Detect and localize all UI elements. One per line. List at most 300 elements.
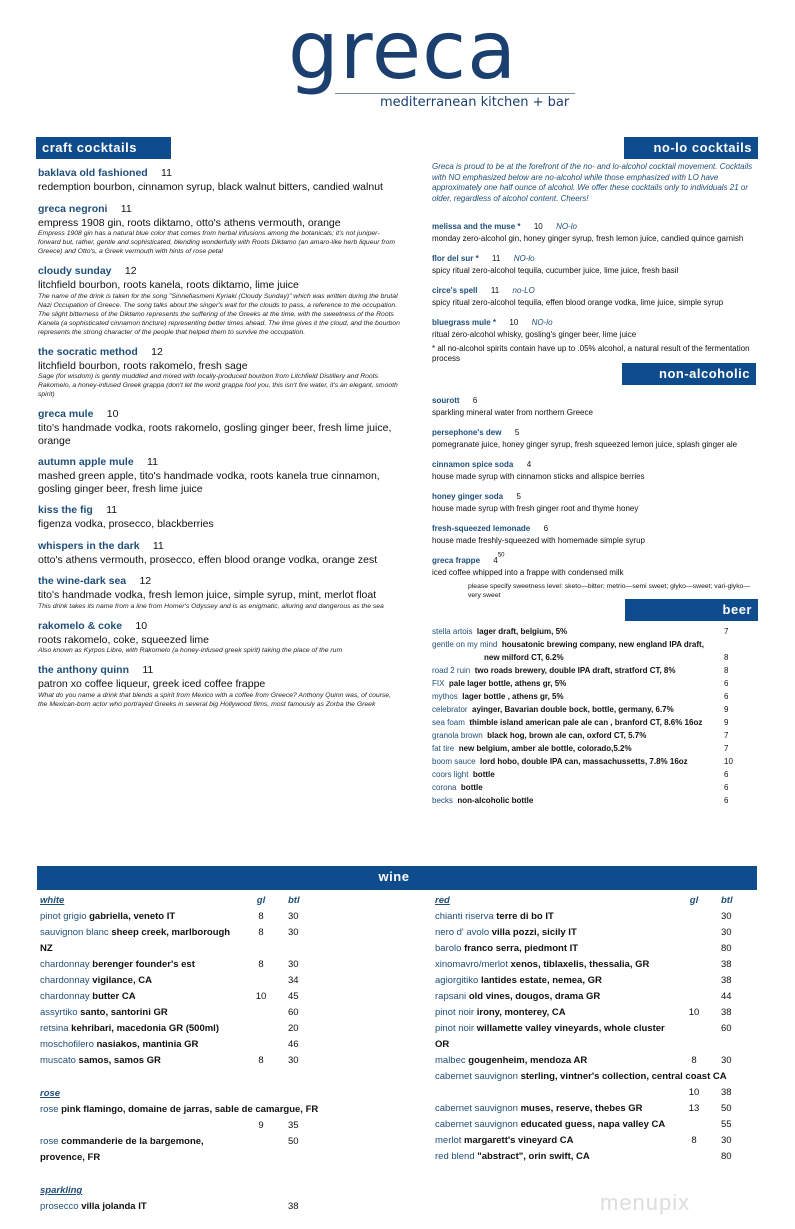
wine-glass-price: 10 bbox=[688, 1087, 700, 1098]
wine-bottle-price: 44 bbox=[721, 991, 732, 1002]
nolo-ingredients: monday zero-alcohol gin, honey ginger syrup, fresh lemon juice, candied quince garnish bbox=[432, 234, 744, 243]
wine-varietal: rapsani bbox=[435, 991, 467, 1002]
beer-row bbox=[432, 651, 762, 664]
wine-varietal: rose bbox=[40, 1136, 59, 1147]
wine-varietal: pinot noir bbox=[435, 1007, 475, 1018]
beer-text bbox=[432, 768, 718, 781]
wine-varietal: cabernet sauvignon bbox=[435, 1071, 518, 1082]
wine-row bbox=[435, 909, 765, 925]
beer-detail: new belgium, amber ale bottle, colorado,5.2% bbox=[458, 744, 632, 753]
cocktail-name: autumn apple mule bbox=[38, 456, 134, 468]
wine-bottle-price: 30 bbox=[288, 927, 299, 938]
cocktail-name: the wine-dark sea bbox=[38, 575, 127, 587]
wine-varietal: chardonnay bbox=[40, 991, 90, 1002]
cocktail-title bbox=[38, 261, 400, 279]
cocktail-price: 11 bbox=[161, 167, 172, 179]
nolo-section bbox=[432, 162, 762, 364]
wine-row bbox=[435, 1085, 765, 1101]
wine-glass-price bbox=[246, 1199, 276, 1215]
nolo-name: bluegrass mule * bbox=[432, 318, 497, 327]
beer-list bbox=[432, 625, 762, 807]
wine-bottle-price: 35 bbox=[288, 1120, 299, 1131]
wine-bottle-price: 30 bbox=[288, 1055, 299, 1066]
wine-glass-price bbox=[246, 973, 276, 989]
beer-row bbox=[432, 729, 762, 742]
cocktail-ingredients: mashed green apple, tito's handmade vodka, roots kanela true cinnamon, gosling ginger beer, fresh lime juice bbox=[38, 470, 380, 495]
nonalcoholic-item bbox=[432, 390, 762, 418]
wine-row bbox=[435, 1005, 765, 1021]
beer-price: 7 bbox=[724, 744, 729, 753]
beer-price: 9 bbox=[724, 718, 729, 727]
cocktail-price: 12 bbox=[139, 575, 152, 587]
drink-description: house made syrup with cinnamon sticks and allspice berries bbox=[432, 472, 645, 481]
beer-detail: pale lager bottle, athens gr, 5% bbox=[448, 679, 567, 688]
drink-price: 6 bbox=[472, 396, 478, 405]
wine-producer: xenos, tiblaxelis, thessalia, GR bbox=[510, 959, 650, 970]
wine-varietal: malbec bbox=[435, 1055, 466, 1066]
wine-text bbox=[40, 1021, 246, 1037]
beer-name: celebrator bbox=[432, 705, 468, 714]
wine-producer: margarett's vineyard CA bbox=[464, 1135, 574, 1146]
wine-producer: butter CA bbox=[92, 991, 136, 1002]
beer-row bbox=[432, 638, 762, 651]
wine-row bbox=[40, 1102, 380, 1118]
wine-text bbox=[435, 1085, 679, 1101]
wine-bottle-price: 38 bbox=[721, 1087, 732, 1098]
drink-price: 6 bbox=[543, 524, 549, 533]
cocktail-item bbox=[38, 261, 400, 337]
beer-row bbox=[432, 703, 762, 716]
wine-text bbox=[40, 1134, 246, 1166]
wine-varietal: merlot bbox=[435, 1135, 462, 1146]
cocktail-ingredients: tito's handmade vodka, fresh lemon juice, simple syrup, mint, merlot float bbox=[38, 589, 377, 601]
beer-detail: housatonic brewing company, new england IPA draft, bbox=[501, 640, 704, 649]
beer-name: corona bbox=[432, 783, 457, 792]
beer-price bbox=[718, 638, 748, 651]
wine-bottle-price: 30 bbox=[721, 1135, 732, 1146]
nolo-price: 11 bbox=[490, 286, 500, 295]
wine-group-title: white bbox=[40, 895, 65, 906]
beer-price: 7 bbox=[724, 731, 729, 740]
beer-detail: non-alcoholic bottle bbox=[457, 796, 534, 805]
wine-producer: villa jolanda IT bbox=[81, 1201, 147, 1212]
wine-bottle-price: 30 bbox=[288, 911, 299, 922]
nonalcoholic-item bbox=[432, 486, 762, 514]
wine-text bbox=[435, 909, 679, 925]
nolo-item bbox=[432, 312, 762, 340]
beer-text bbox=[432, 677, 718, 690]
cocktail-item bbox=[38, 199, 400, 257]
cocktail-title bbox=[38, 199, 400, 217]
beer-name: fat tire bbox=[432, 744, 455, 753]
wine-glass-price bbox=[246, 1134, 276, 1166]
wine-producer: nasiakos, mantinia GR bbox=[96, 1039, 199, 1050]
wine-row bbox=[40, 1037, 380, 1053]
cocktail-item bbox=[38, 660, 400, 709]
wine-text bbox=[435, 941, 679, 957]
wine-row bbox=[435, 1101, 765, 1117]
beer-price: 9 bbox=[724, 705, 729, 714]
beer-name: becks bbox=[432, 796, 453, 805]
cocktail-name: the anthony quinn bbox=[38, 664, 129, 676]
beer-name: road 2 ruin bbox=[432, 666, 471, 675]
wine-glass-price: 10 bbox=[688, 1007, 700, 1018]
beer-text bbox=[432, 781, 718, 794]
beer-row bbox=[432, 755, 762, 768]
cocktail-title bbox=[38, 163, 400, 181]
wine-glass-price bbox=[246, 1005, 276, 1021]
wine-group-title-cell bbox=[40, 893, 246, 909]
wine-text bbox=[40, 1053, 246, 1069]
wine-producer: gougenheim, mendoza AR bbox=[468, 1055, 588, 1066]
beer-detail: new milford CT, 6.2% bbox=[484, 653, 564, 662]
beer-name: stella artois bbox=[432, 627, 473, 636]
wine-text bbox=[40, 1037, 246, 1053]
beer-detail: lager draft, belgium, 5% bbox=[476, 627, 568, 636]
nonalcoholic-header: non-alcoholic bbox=[622, 363, 756, 385]
wine-text bbox=[435, 989, 679, 1005]
nolo-flag: no-LO bbox=[512, 286, 535, 295]
beer-detail: thimble island american pale ale can , branford CT, 8.6% 16oz bbox=[469, 718, 703, 727]
wine-text bbox=[435, 1149, 679, 1165]
wine-producer: gabriella, veneto IT bbox=[89, 911, 176, 922]
beer-text bbox=[432, 625, 718, 638]
cocktail-ingredients: figenza vodka, prosecco, blackberries bbox=[38, 518, 214, 530]
nolo-name: flor del sur * bbox=[432, 254, 479, 263]
wine-glass-price: 8 bbox=[691, 1055, 697, 1066]
nolo-header: no-lo cocktails bbox=[624, 137, 758, 159]
wine-text bbox=[40, 1118, 246, 1134]
wine-producer: santo, santorini GR bbox=[80, 1007, 168, 1018]
beer-row bbox=[432, 690, 762, 703]
cocktail-name: kiss the fig bbox=[38, 504, 93, 516]
cocktail-name: the socratic method bbox=[38, 345, 138, 358]
wine-bottle-price: 80 bbox=[721, 1151, 732, 1162]
nolo-ingredients: spicy ritual zero-alcohol tequila, cucumber juice, lime juice, fresh basil bbox=[432, 266, 679, 275]
brand-logo: greca bbox=[288, 4, 518, 97]
beer-row bbox=[432, 716, 762, 729]
nolo-price: 10 bbox=[509, 318, 519, 327]
cocktail-ingredients: patron xo coffee liqueur, greek iced coffee frappe bbox=[38, 678, 266, 690]
wine-producer: pink flamingo, domaine de jarras, sable de camargue, FR bbox=[61, 1104, 319, 1115]
beer-row bbox=[432, 781, 762, 794]
sweetness-note: please specify sweetness level: sketo—bitter; metrio—semi sweet; glyko—sweet; vari-glyko—very sweet bbox=[468, 583, 751, 599]
cocktail-note: The name of the drink is taken for the song "Sinnefiasmeni Kyriaki (Cloudy Sunday)" which was written during the brutal Nazi Occupation of Greece. The song talks about the singer's wait for the clouds to pass, a reference to the occupation. The slight bitterness of the Diktamo represents the suffering of the Greeks at the time, with the sweetness of the Roots Kanela (a sophisticated cinnamon tincture) representing better times ahead. The lime gives it the cloud, and the bourbon represents the strong character of the people that helped them to survive the occupation. bbox=[38, 292, 400, 336]
wine-producer: kehribari, macedonia GR (500ml) bbox=[71, 1023, 219, 1034]
nolo-title bbox=[432, 248, 762, 266]
cocktail-name: greca mule bbox=[38, 408, 94, 420]
nolo-footnote: * all no-alcohol spirits contain have up to .05% alcohol, a natural result of the fermentation process bbox=[432, 344, 750, 363]
wine-bottle-price: 30 bbox=[721, 1055, 732, 1066]
cocktail-note: Also known as Kyrpos Libre, with Rakomelo (a honey-infused greek spirit) taking the place of the rum bbox=[38, 647, 343, 654]
drink-price: 5 bbox=[514, 428, 520, 437]
wine-row bbox=[40, 973, 380, 989]
beer-price: 7 bbox=[724, 627, 729, 636]
beer-text bbox=[432, 703, 718, 716]
cocktail-title bbox=[38, 660, 400, 678]
beer-price: 8 bbox=[724, 653, 729, 662]
nonalcoholic-title bbox=[432, 454, 762, 472]
watermark: menupix bbox=[600, 1190, 691, 1215]
nolo-ingredients: ritual zero-alcohol whisky, gosling's ginger beer, lime juice bbox=[432, 330, 637, 339]
beer-detail: bottle bbox=[460, 783, 483, 792]
drink-name: sourott bbox=[432, 396, 460, 405]
beer-detail: black hog, brown ale can, oxford CT, 5.7% bbox=[487, 731, 647, 740]
wine-glass-price: 8 bbox=[258, 1055, 264, 1066]
cocktail-note: Sage (for wisdom) is gently muddled and mixed with locally-produced bourbon from Litchfield Distillery and Roots Rakomelo, a honey-infused Greek grappa (don't let the word grappa fool you, this isn't fire water, it's an elegant, smooth spirit) bbox=[38, 373, 398, 398]
wine-text bbox=[435, 1005, 679, 1021]
wine-varietal: moschofilero bbox=[40, 1039, 94, 1050]
wine-text bbox=[435, 1069, 733, 1085]
beer-detail: bottle bbox=[472, 770, 495, 779]
wine-producer: muses, reserve, thebes GR bbox=[520, 1103, 643, 1114]
wine-glass-price bbox=[679, 973, 709, 989]
wine-text bbox=[435, 1133, 679, 1149]
cocktail-price: 11 bbox=[152, 539, 164, 552]
wine-producer: willamette valley vineyards, whole cluster OR bbox=[435, 1023, 665, 1050]
wine-row bbox=[40, 1005, 380, 1021]
cocktail-price: 11 bbox=[147, 456, 158, 468]
wine-row bbox=[40, 1118, 380, 1134]
wine-glass-price bbox=[679, 989, 709, 1005]
beer-name: mythos bbox=[432, 692, 458, 701]
wine-row bbox=[435, 989, 765, 1005]
beer-price: 6 bbox=[724, 692, 729, 701]
cocktail-price: 10 bbox=[106, 408, 119, 420]
beer-price: 6 bbox=[724, 770, 729, 779]
gl-column-label: gl bbox=[689, 895, 699, 906]
cocktail-ingredients: litchfield bourbon, roots kanela, roots diktamo, lime juice bbox=[38, 279, 299, 291]
cocktail-item bbox=[38, 163, 400, 194]
nonalcoholic-title bbox=[432, 518, 762, 536]
cocktail-item bbox=[38, 616, 400, 656]
wine-bottle-price: 20 bbox=[288, 1023, 299, 1034]
wine-row bbox=[40, 957, 380, 973]
wine-row bbox=[435, 1053, 765, 1069]
cocktail-price: 12 bbox=[124, 265, 137, 277]
beer-row bbox=[432, 742, 762, 755]
nolo-title bbox=[432, 216, 762, 234]
cocktail-title bbox=[38, 342, 400, 360]
wine-varietal: cabernet sauvignon bbox=[435, 1119, 518, 1130]
nolo-flag: NO-lo bbox=[556, 222, 577, 231]
cocktail-name: whispers in the dark bbox=[38, 539, 140, 552]
wine-glass-price bbox=[679, 925, 709, 941]
wine-glass-price: 8 bbox=[258, 959, 264, 970]
beer-row bbox=[432, 677, 762, 690]
wine-row bbox=[40, 1053, 380, 1069]
wine-bottle-price: 45 bbox=[288, 991, 299, 1002]
wine-glass-price: 8 bbox=[691, 1135, 697, 1146]
wine-varietal: red blend bbox=[435, 1151, 475, 1162]
wine-text bbox=[40, 989, 246, 1005]
cocktail-ingredients: tito's handmade vodka, roots rakomelo, gosling ginger beer, fresh lime juice, orange bbox=[38, 422, 392, 447]
beer-text bbox=[432, 716, 718, 729]
nolo-intro: Greca is proud to be at the forefront of the no- and lo-alcohol cocktail movement. Cocktails with NO emphasized below are no-alcohol while those emphasized with LO have approximately one half ounce of alcohol. We offer these cocktails only to individuals 21 or older, regardless of alcohol content. Cheers! bbox=[432, 162, 753, 203]
beer-text bbox=[432, 794, 718, 807]
wine-group-title-cell bbox=[40, 1086, 246, 1102]
wine-varietal: chardonnay bbox=[40, 959, 90, 970]
nolo-title bbox=[432, 312, 762, 330]
cocktail-price: 11 bbox=[142, 664, 154, 676]
wine-varietal: assyrtiko bbox=[40, 1007, 78, 1018]
wine-varietal: nero d' avolo bbox=[435, 927, 490, 938]
wine-bottle-price: 38 bbox=[721, 975, 732, 986]
btl-column-label: btl bbox=[721, 895, 733, 906]
wine-text bbox=[435, 1053, 679, 1069]
cocktail-item bbox=[38, 342, 400, 400]
wine-row bbox=[435, 925, 765, 941]
beer-price: 6 bbox=[724, 679, 729, 688]
wine-row bbox=[435, 1069, 765, 1085]
beer-detail: lord hobo, double IPA can, massachussetts, 7.8% 16oz bbox=[480, 757, 688, 766]
cocktail-note: This drink takes its name from a line from Homer's Odyssey and is as enigmatic, alluring and dangerous as the sea bbox=[38, 602, 384, 610]
wine-group-title-cell bbox=[40, 1183, 246, 1199]
cocktail-note: Empress 1908 gin has a natural blue color that comes from herbal infusions among the botanicals; it's not juniper-forward but, rather, gentle and sophisticated, blending wonderfully with Roots Diktamo (an amaro-like herb liqueur from Greece) and Otto's, a Greek vermouth with hints of rose petal bbox=[38, 230, 396, 255]
wine-glass-price bbox=[679, 1149, 709, 1165]
wine-glass-price: 13 bbox=[688, 1103, 700, 1114]
cocktail-ingredients: litchfield bourbon, roots rakomelo, fresh sage bbox=[38, 359, 248, 372]
nonalcoholic-item bbox=[432, 518, 762, 546]
beer-detail: ayinger, Bavarian double bock, bottle, germany, 6.7% bbox=[472, 705, 674, 714]
wine-varietal: retsina bbox=[40, 1023, 69, 1034]
beer-text bbox=[432, 755, 718, 768]
drink-price: 5 bbox=[516, 492, 521, 501]
wine-glass-price bbox=[246, 1021, 276, 1037]
nolo-name: circe's spell bbox=[432, 286, 478, 295]
wine-group-title: rose bbox=[40, 1088, 61, 1099]
cocktail-price: 11 bbox=[106, 504, 118, 516]
cocktail-item bbox=[38, 536, 400, 567]
cocktail-ingredients: empress 1908 gin, roots diktamo, otto's athens vermouth, orange bbox=[38, 216, 341, 229]
wine-row bbox=[435, 973, 765, 989]
beer-row bbox=[432, 794, 762, 807]
cocktail-title bbox=[38, 404, 400, 422]
cocktail-note: What do you name a drink that blends a spirit from Mexico with a coffee from Greece? Anthony Quinn was, of course, the Mexican-born actor who portrayed Greeks in several big Hollywood films, most famously as Zorba the Greek bbox=[38, 691, 391, 708]
beer-text bbox=[432, 651, 718, 664]
nolo-title bbox=[432, 280, 762, 298]
beer-name: coors light bbox=[432, 770, 469, 779]
wine-varietal: chianti riserva bbox=[435, 911, 494, 922]
wine-producer: berenger founder's est bbox=[92, 959, 195, 970]
drink-description: iced coffee whipped into a frappe with condensed milk bbox=[432, 568, 624, 577]
brand-tagline: mediterranean kitchen + bar bbox=[380, 95, 570, 110]
wine-producer: commanderie de la bargemone, provence, FR bbox=[40, 1136, 204, 1163]
beer-name: gentle on my mind bbox=[432, 640, 498, 649]
wine-varietal: cabernet sauvignon bbox=[435, 1103, 518, 1114]
drink-name: persephone's dew bbox=[432, 428, 502, 437]
wine-row bbox=[40, 1134, 380, 1166]
beer-header: beer bbox=[625, 599, 758, 621]
nolo-price: 11 bbox=[492, 254, 501, 263]
wine-left-column bbox=[40, 893, 380, 1215]
wine-glass-price: 8 bbox=[258, 911, 264, 922]
wine-bottle-price: 30 bbox=[288, 959, 299, 970]
nonalcoholic-list bbox=[432, 390, 762, 578]
wine-row bbox=[435, 1117, 765, 1133]
wine-row bbox=[435, 1021, 765, 1053]
wine-row bbox=[435, 941, 765, 957]
wine-row bbox=[435, 957, 765, 973]
cocktail-price: 12 bbox=[151, 345, 163, 358]
drink-description: pomegranate juice, honey ginger syrup, fresh squeezed lemon juice, splash ginger ale bbox=[432, 440, 738, 449]
wine-header: wine bbox=[37, 866, 757, 890]
wine-varietal: xinomavro/merlot bbox=[435, 959, 508, 970]
beer-price: 6 bbox=[724, 783, 729, 792]
nolo-flag: NO-lo bbox=[531, 318, 553, 327]
cocktail-title bbox=[38, 616, 400, 634]
wine-group-header bbox=[40, 893, 380, 909]
craft-cocktails-header: craft cocktails bbox=[36, 137, 171, 159]
drink-name: greca frappe bbox=[432, 556, 481, 565]
wine-producer: lantides estate, nemea, GR bbox=[480, 975, 602, 986]
wine-glass-price: 10 bbox=[255, 991, 267, 1002]
nolo-item bbox=[432, 248, 762, 276]
wine-producer: educated guess, napa valley CA bbox=[520, 1119, 666, 1130]
drink-name: fresh-squeezed lemonade bbox=[432, 524, 531, 533]
nonalcoholic-title bbox=[432, 390, 762, 408]
nonalcoholic-title bbox=[432, 422, 762, 440]
wine-producer: irony, monterey, CA bbox=[476, 1007, 566, 1018]
wine-text bbox=[40, 925, 246, 957]
cocktail-name: greca negroni bbox=[38, 202, 108, 215]
beer-price: 8 bbox=[724, 666, 729, 675]
beer-text bbox=[432, 664, 718, 677]
wine-bottle-price: 34 bbox=[288, 975, 299, 986]
nolo-ingredients: spicy ritual zero-alcohol tequila, effen blood orange vodka, lime juice, simple syrup bbox=[432, 298, 724, 307]
wine-producer: sterling, vintner's collection, central coast CA bbox=[520, 1071, 727, 1082]
nonalcoholic-title bbox=[432, 486, 762, 504]
wine-varietal: muscato bbox=[40, 1055, 76, 1066]
cocktail-price: 10 bbox=[135, 619, 148, 632]
cocktail-name: rakomelo & coke bbox=[38, 619, 123, 632]
wine-text bbox=[40, 1199, 246, 1215]
cocktail-title bbox=[38, 536, 400, 554]
beer-price: 10 bbox=[724, 757, 733, 766]
wine-text bbox=[40, 909, 246, 925]
wine-glass-price bbox=[246, 1037, 276, 1053]
drink-price-cents: 50 bbox=[497, 552, 505, 559]
beer-row bbox=[432, 768, 762, 781]
wine-varietal: prosecco bbox=[40, 1201, 79, 1212]
wine-group-header bbox=[40, 1183, 380, 1199]
beer-text bbox=[432, 690, 718, 703]
wine-row bbox=[40, 1021, 380, 1037]
wine-producer: sheep creek, marlborough NZ bbox=[40, 927, 231, 954]
wine-group-title: sparkling bbox=[40, 1185, 83, 1196]
wine-text bbox=[40, 957, 246, 973]
drink-price: 4 bbox=[526, 460, 532, 469]
wine-row bbox=[40, 909, 380, 925]
beer-detail: two roads brewery, double IPA draft, stratford CT, 8% bbox=[474, 666, 676, 675]
wine-glass-price bbox=[679, 909, 709, 925]
wine-bottle-price: 46 bbox=[288, 1039, 299, 1050]
wine-group-header bbox=[40, 1086, 380, 1102]
wine-producer: "abstract", orin swift, CA bbox=[477, 1151, 590, 1162]
craft-cocktails-list bbox=[38, 163, 400, 714]
wine-glass-price: 9 bbox=[258, 1120, 264, 1131]
wine-text bbox=[40, 1102, 324, 1118]
gl-column-label: gl bbox=[256, 895, 266, 906]
logo-divider bbox=[335, 93, 575, 94]
wine-glass-price: 8 bbox=[258, 927, 264, 938]
wine-varietal: pinot grigio bbox=[40, 911, 87, 922]
beer-price: 6 bbox=[724, 796, 729, 805]
cocktail-title bbox=[38, 571, 400, 589]
wine-varietal: rose bbox=[40, 1104, 59, 1115]
wine-producer: old vines, dougos, drama GR bbox=[468, 991, 601, 1002]
drink-description: house made syrup with fresh ginger root and thyme honey bbox=[432, 504, 639, 513]
